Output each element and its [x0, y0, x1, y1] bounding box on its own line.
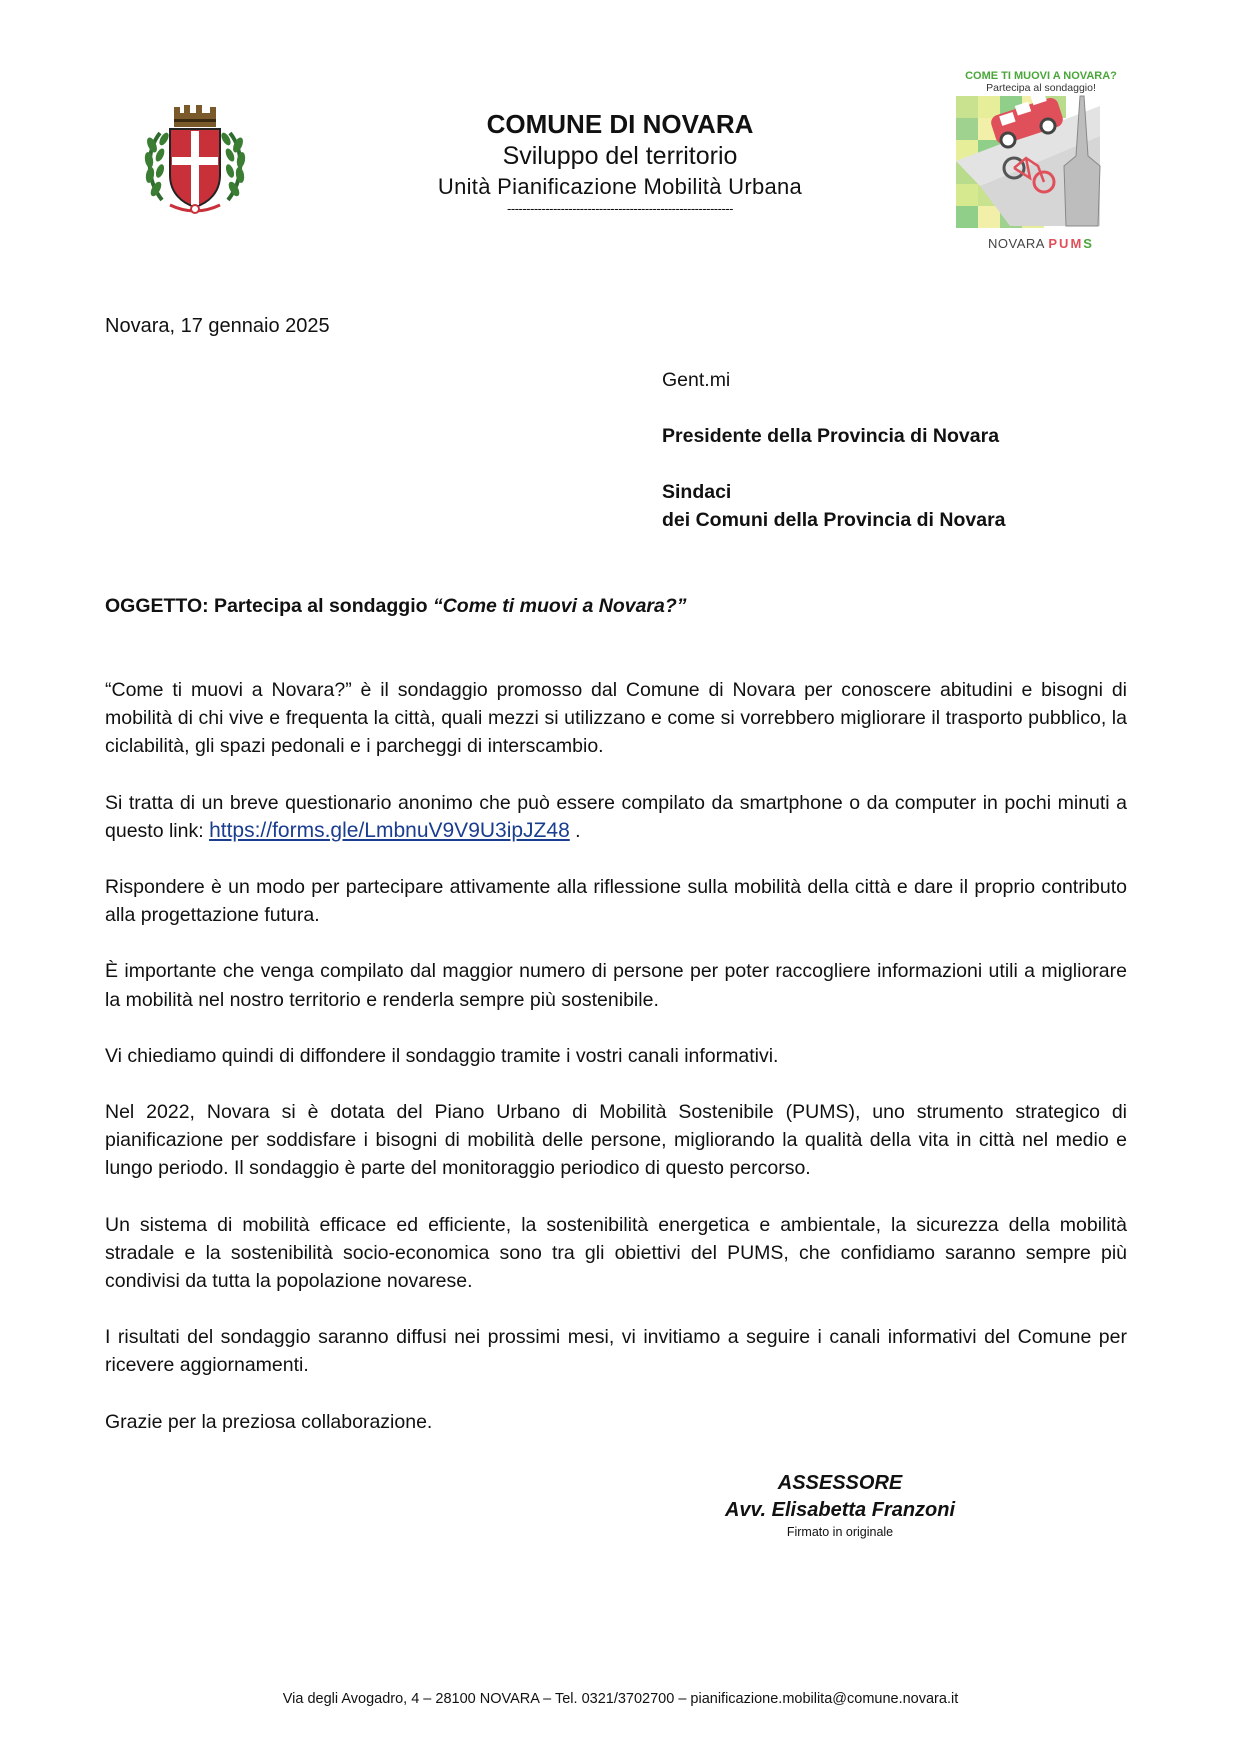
letter-body — [105, 676, 1127, 1464]
recipient-mayors-line1: Sindaci — [662, 481, 732, 503]
signature-name: Avv. Elisabetta Franzoni — [724, 1499, 956, 1521]
coat-of-arms-logo — [140, 105, 250, 220]
logo-subtitle: Partecipa al sondaggio! — [986, 82, 1096, 94]
body-paragraph-9: Grazie per la preziosa collaborazione. — [105, 1410, 433, 1433]
body-paragraph-1: “Come ti muovi a Novara?” è il sondaggio promosso dal Comune di Novara per conoscere abitudini e bisogni di mobilità di chi vive e frequenta la città, quali mezzi si utilizzano e come si vorrebbero migliorare il trasporto pubblico, la ciclabilità, gli spazi pedonali e i parcheggi di interscambio. — [105, 679, 1127, 758]
logo-footer-brand-2: S — [1083, 236, 1094, 251]
page-footer: Via degli Avogadro, 4 – 28100 NOVARA – Tel. 0321/3702700 – pianificazione.mobilita@comune.novara.it — [282, 1691, 959, 1707]
body-paragraph-7: Un sistema di mobilità efficace ed efficiente, la sostenibilità energetica e ambientale, la sicurezza della mobilità stradale e la sostenibilità socio-economica sono tra gli obiettivi del PUMS, che confidiamo saranno sempre più condivisi da tutta la popolazione novarese. — [105, 1213, 1127, 1293]
subject-label: OGGETTO: Partecipa al sondaggio — [105, 595, 433, 617]
logo-title: COME TI MUOVI A NOVARA? — [965, 70, 1117, 82]
signature-note: Firmato in originale — [786, 1525, 894, 1539]
signature-block — [700, 1470, 980, 1540]
body-paragraph-2 — [105, 789, 1127, 845]
subject-title: “Come ti muovi a Novara?” — [432, 595, 687, 617]
department-name: Sviluppo del territorio — [502, 142, 738, 170]
unit-name: Unità Pianificazione Mobilità Urbana — [437, 174, 803, 199]
letter-date: Novara, 17 gennaio 2025 — [105, 315, 330, 337]
body-paragraph-4: È importante che venga compilato dal maggior numero di persone per poter raccogliere informazioni utili a migliorare la mobilità nel nostro territorio e renderla sempre più sostenibile. — [105, 960, 1127, 1011]
recipient-president: Presidente della Provincia di Novara — [662, 425, 1000, 447]
body-paragraph-6: Nel 2022, Novara si è dotata del Piano Urbano di Mobilità Sostenibile (PUMS), uno strumento strategico di pianificazione per soddisfare i bisogni di mobilità delle persone, migliorando la qualità della vita in città nel medio e lungo periodo. Il sondaggio è parte del monitoraggio periodico di questo percorso. — [105, 1101, 1127, 1180]
body-paragraph-2-text: Si tratta di un breve questionario anonimo che può essere compilato da smartphone o da computer in pochi minuti a questo link: — [105, 791, 1127, 842]
logo-footer-brand-1: PUM — [1048, 236, 1084, 251]
header-rule: ----------------------------------------------------------- — [507, 202, 733, 216]
letter-subject — [105, 593, 687, 619]
body-paragraph-2-end: . — [569, 819, 581, 842]
logo-footer-prefix: NOVARA — [988, 236, 1049, 251]
greeting: Gent.mi — [662, 369, 731, 391]
signature-role: ASSESSORE — [777, 1472, 903, 1494]
letterhead — [360, 108, 880, 216]
recipient-mayors-line2: dei Comuni della Provincia di Novara — [662, 509, 1006, 531]
body-paragraph-5: Vi chiediamo quindi di diffondere il sondaggio tramite i vostri canali informativi. — [105, 1044, 779, 1067]
body-paragraph-8: I risultati del sondaggio saranno diffusi nei prossimi mesi, vi invitiamo a seguire i canali informativi del Comune per ricevere aggiornamenti. — [105, 1326, 1127, 1377]
survey-link[interactable]: https://forms.gle/LmbnuV9V9U3ipJZ48 — [209, 818, 570, 842]
body-paragraph-3: Rispondere è un modo per partecipare attivamente alla riflessione sulla mobilità della città e dare il proprio contributo alla progettazione futura. — [105, 876, 1127, 927]
logo-footer — [950, 236, 1132, 252]
organization-name: COMUNE DI NOVARA — [486, 109, 754, 139]
